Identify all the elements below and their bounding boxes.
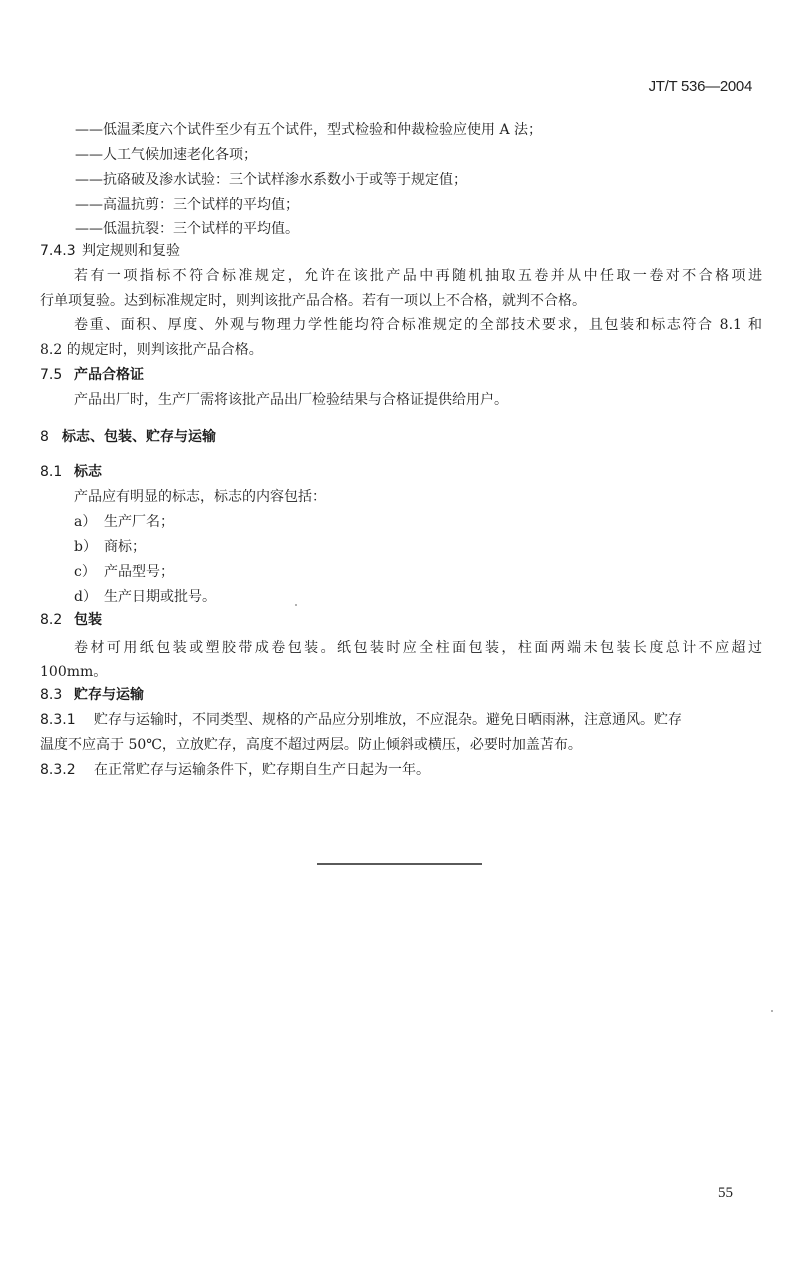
list-item: 生产厂名； [104,514,174,530]
section-title: 包装 [74,612,102,628]
section-number: 8.1 [40,464,63,480]
list-marker: d） [74,589,97,605]
section-heading-7-4-3 [40,241,180,261]
paragraph-line: 在正常贮存与运输条件下，贮存期自生产日起为一年。 [94,762,430,778]
dash-item: ——低温柔度六个试件至少有五个试件，型式检验和仲裁检验应使用 A 法； [75,122,543,138]
list-item: 产品型号； [104,564,174,580]
section-number: 8.3 [40,687,63,703]
paragraph-line: 温度不应高于 50℃，立放贮存，高度不超过两层。防止倾斜或横压，必要时加盖苫布。 [40,737,582,753]
section-number: 8.2 [40,612,63,628]
chapter-title: 标志、包装、贮存与运输 [62,429,216,445]
list-marker: a） [74,514,97,530]
section-title: 产品合格证 [74,367,144,383]
end-rule [317,863,482,865]
dash-item: ——低温抗裂：三个试样的平均值。 [75,221,299,237]
list-item: 生产日期或批号。 [104,589,216,605]
dash-item: ——人工气候加速老化各项； [75,147,257,163]
paragraph-line: 行单项复验。达到标准规定时，则判该批产品合格。若有一项以上不合格，就判不合格。 [40,293,586,309]
paragraph-line: 卷重、面积、厚度、外观与物理力学性能均符合标准规定的全部技术要求，且包装和标志符合 8.1 和 [74,317,762,333]
scan-speck [771,1010,773,1012]
section-title: 标志 [74,464,102,480]
section-title: 贮存与运输 [74,687,144,703]
chapter-number: 8 [40,429,49,445]
list-marker: b） [74,539,97,555]
paragraph-line: 若有一项指标不符合标准规定，允许在该批产品中再随机抽取五卷并从中任取一卷对不合格项进 [74,268,762,284]
paragraph-line: 100mm。 [40,664,108,680]
subsection-8-3-2 [40,760,430,780]
paragraph-line: 8.2 的规定时，则判该批产品合格。 [40,342,263,358]
section-heading-8-2 [40,610,102,630]
document-code: JT/T 536—2004 [648,78,752,95]
dash-item: ——抗硌破及渗水试验：三个试样渗水系数小于或等于规定值； [75,172,467,188]
paragraph-line: 产品出厂时，生产厂需将该批产品出厂检验结果与合格证提供给用户。 [74,392,508,408]
section-heading-8-3 [40,685,144,705]
page-number: 55 [718,1185,733,1201]
paragraph-line: 卷材可用纸包装或塑胶带成卷包装。纸包装时应全柱面包装，柱面两端未包装长度总计不应超过 [74,640,762,656]
subsection-number: 8.3.1 [40,712,76,728]
section-heading-8-1 [40,462,102,482]
paragraph-line: 产品应有明显的标志，标志的内容包括： [74,489,326,505]
dash-item: ——高温抗剪：三个试样的平均值； [75,197,299,213]
paragraph-line: 贮存与运输时，不同类型、规格的产品应分别堆放，不应混杂。避免日晒雨淋，注意通风。贮存 [94,712,682,728]
subsection-number: 8.3.2 [40,762,76,778]
section-number: 7.5 [40,367,63,383]
list-item: 商标； [104,539,146,555]
section-heading-7-5 [40,365,144,385]
chapter-heading-8 [40,427,216,447]
scan-speck [295,604,297,606]
section-title: 判定规则和复验 [82,243,180,259]
list-marker: c） [74,564,96,580]
section-number: 7.4.3 [40,243,76,259]
subsection-8-3-1 [40,710,682,730]
